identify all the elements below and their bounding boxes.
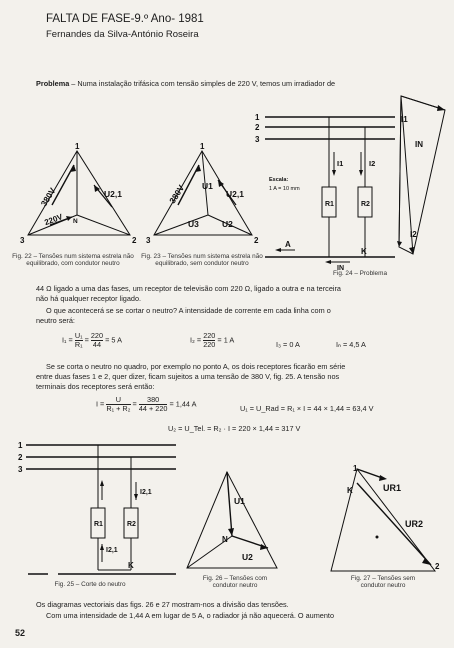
fig23-point-2: 2 bbox=[254, 236, 259, 245]
fig26-u1: U1 bbox=[234, 496, 245, 506]
fig25-point-k: K bbox=[128, 561, 134, 570]
fig25-line-1: 1 bbox=[18, 441, 23, 450]
fig22-380v: 380V bbox=[38, 185, 58, 209]
problem-line-1: Problema – Numa instalação trifásica com tensão simples de 220 V, temos um irradiador de bbox=[36, 79, 336, 88]
figure-27 bbox=[325, 465, 445, 575]
fig22-n: N bbox=[73, 218, 78, 225]
fig23-u2: U2 bbox=[222, 219, 233, 229]
fig24-i1: I1 bbox=[337, 159, 344, 168]
fig24-r2: R2 bbox=[361, 201, 370, 208]
equation-u2: U₂ = U_Tel. = R₂ · I = 220 × 1,44 = 317 V bbox=[168, 424, 301, 433]
conclusion-line-2: Com uma intensidade de 1,44 A em lugar de 5 A, o radiador já não aquecerá. O aumento bbox=[46, 611, 335, 620]
fig24-point-a: A bbox=[285, 240, 291, 249]
fig25-line-3: 3 bbox=[18, 465, 23, 474]
fig23-u21: U2,1 bbox=[226, 189, 244, 199]
fig24-vector-in: IN bbox=[415, 140, 423, 149]
fig24-vector-i1: I1 bbox=[401, 115, 408, 124]
problem-line-2: 44 Ω ligado a uma das fases, um receptor de televisão com 220 Ω, ligado a outra e na terceira bbox=[36, 284, 341, 293]
problem-line-3: não há qualquer receptor ligado. bbox=[36, 294, 142, 303]
fig27-point-2: 2 bbox=[435, 562, 440, 571]
fig23-u1: U1 bbox=[202, 181, 213, 191]
fig24-i2: I2 bbox=[369, 159, 376, 168]
page-title: FALTA DE FASE-9.º Ano- 1981 bbox=[46, 13, 204, 25]
fig25-i21-top: I2,1 bbox=[140, 489, 152, 496]
figure-24 bbox=[255, 92, 450, 272]
fig26-u2: U2 bbox=[242, 552, 253, 562]
figure-26 bbox=[182, 468, 282, 573]
para2-line-1: Se se corta o neutro no quadro, por exemplo no ponto A, os dois receptores ficarão em série bbox=[46, 362, 346, 371]
fig24-point-k: K bbox=[361, 247, 367, 256]
equation-i: I = $\frac{U}{\text{R₁ + R₂}}$ = $\frac{380}{44 + 220}$ = 1,44 A bbox=[96, 395, 197, 413]
equation-i3: I₃ = 0 A bbox=[276, 340, 300, 349]
fig27-point-k: K bbox=[347, 486, 353, 495]
problem-line-4: O que acontecerá se se cortar o neutro? A intensidade de corrente em cada linha com o bbox=[46, 306, 331, 315]
figure-25 bbox=[18, 440, 183, 580]
para2-line-3: terminais dos receptores será então: bbox=[36, 382, 155, 391]
fig25-line-2: 2 bbox=[18, 453, 23, 462]
fig24-in: IN bbox=[337, 265, 344, 272]
fig24-vector-i2: I2 bbox=[410, 230, 417, 239]
fig23-caption: Fig. 23 – Tensões num sistema estrela não equilibrado, sem condutor neutro bbox=[141, 253, 263, 268]
fig24-r1: R1 bbox=[325, 201, 334, 208]
fig26-caption: Fig. 26 – Tensões com condutor neutro bbox=[202, 575, 268, 590]
fig25-r1: R1 bbox=[94, 521, 103, 528]
fig27-point-1: 1 bbox=[353, 464, 358, 473]
figure-23 bbox=[146, 142, 263, 250]
fig25-r2: R2 bbox=[127, 521, 136, 528]
equation-i1: I₁ = $\frac{\text{U₁}}{\text{R₁}}$ = $\frac{220}{44}$ = 5 A bbox=[62, 331, 122, 349]
fig23-point-1: 1 bbox=[200, 142, 205, 151]
para2-line-2: entre duas fases 1 e 2, quer dizer, ficam sujeitos a uma tensão de 380 V, fig. 25. A tensão nos bbox=[36, 372, 340, 381]
page-number: 52 bbox=[15, 628, 26, 638]
fig24-line-1: 1 bbox=[255, 113, 260, 122]
fig24-scale-value: 1 A = 10 mm bbox=[269, 186, 300, 192]
page-author: Fernandes da Silva-António Roseira bbox=[46, 29, 199, 40]
fig23-point-3: 3 bbox=[146, 236, 151, 245]
fig24-scale-label: Escala: bbox=[269, 177, 289, 183]
fig22-u21: U2,1 bbox=[104, 189, 122, 199]
fig22-caption: Fig. 22 – Tensões num sistema estrela não equilibrado, com condutor neutro bbox=[12, 253, 134, 268]
fig23-380v: 380V bbox=[167, 183, 187, 206]
fig23-u3: U3 bbox=[188, 219, 199, 229]
fig24-line-3: 3 bbox=[255, 135, 260, 144]
conclusion-line-1: Os diagramas vectoriais das figs. 26 e 27 mostram-nos a divisão das tensões. bbox=[36, 600, 289, 609]
fig25-i21-bottom: I2,1 bbox=[106, 547, 118, 554]
fig27-ur1: UR1 bbox=[383, 483, 402, 493]
equation-i2: I₂ = $\frac{220}{220}$ = 1 A bbox=[190, 331, 235, 349]
equation-in: Iₙ = 4,5 A bbox=[336, 340, 366, 349]
fig22-point-1: 1 bbox=[75, 142, 80, 151]
fig24-line-2: 2 bbox=[255, 123, 260, 132]
figure-22 bbox=[20, 142, 142, 250]
problem-label: Problema bbox=[36, 79, 70, 88]
fig24-caption: Fig. 24 – Problema bbox=[333, 270, 387, 277]
fig22-point-2: 2 bbox=[132, 236, 137, 245]
fig27-ur2: UR2 bbox=[405, 519, 424, 529]
fig27-caption: Fig. 27 – Tensões sem condutor neutro bbox=[350, 575, 416, 590]
problem-line-5: neutro será: bbox=[36, 316, 75, 325]
fig26-n: N bbox=[222, 535, 228, 544]
fig22-220v: 220V bbox=[43, 212, 64, 228]
fig22-point-3: 3 bbox=[20, 236, 25, 245]
fig25-caption: Fig. 25 – Corte do neutro bbox=[54, 581, 126, 588]
equation-u1: U₁ = U_Rad = R₁ × I = 44 × 1,44 = 63,4 V bbox=[240, 404, 374, 413]
